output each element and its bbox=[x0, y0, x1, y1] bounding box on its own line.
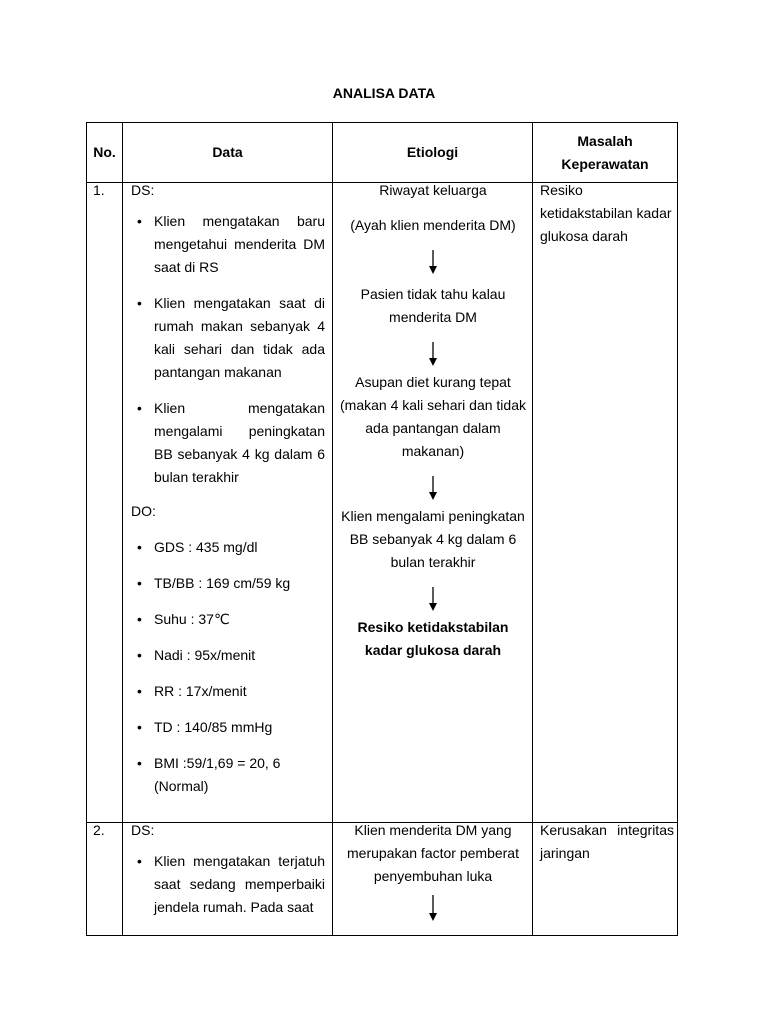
list-item-text: GDS : 435 mg/dl bbox=[154, 539, 258, 555]
bullet-icon: • bbox=[137, 755, 142, 771]
row-1-data bbox=[131, 179, 325, 798]
row-1-etiologi bbox=[337, 179, 529, 662]
bullet-icon: • bbox=[137, 539, 142, 555]
bullet-icon: • bbox=[137, 213, 142, 229]
list-item bbox=[131, 210, 325, 279]
bullet-icon: • bbox=[137, 611, 142, 627]
list-item bbox=[131, 752, 325, 798]
arrow-down-icon bbox=[427, 475, 439, 501]
list-item-text: RR : 17x/menit bbox=[154, 683, 247, 699]
etiologi-step: Pasien tidak tahu kalau menderita DM bbox=[360, 286, 506, 325]
etiologi-step: Asupan diet kurang tepat (makan 4 kali sehari dan tidak ada pantangan dalam makanan) bbox=[340, 374, 526, 459]
list-item bbox=[131, 397, 325, 489]
list-item bbox=[131, 716, 325, 739]
analysis-table bbox=[86, 122, 678, 936]
etiologi-step: Klien mengalami peningkatan BB sebanyak 4 kg dalam 6 bulan terakhir bbox=[341, 508, 525, 570]
column-divider bbox=[122, 123, 123, 935]
column-divider bbox=[332, 123, 333, 935]
row-2-etiologi bbox=[337, 819, 529, 922]
row-2-data bbox=[131, 819, 325, 919]
list-item-text: BMI :59/1,69 = 20, 6 (Normal) bbox=[154, 755, 281, 794]
etiologi-step: Riwayat keluarga bbox=[379, 182, 487, 198]
row-2-number: 2. bbox=[93, 822, 105, 838]
list-item bbox=[131, 608, 325, 631]
list-item-text: Suhu : 37℃ bbox=[154, 611, 230, 627]
bullet-icon: • bbox=[137, 295, 142, 311]
list-item-text: Klien mengatakan terjatuh saat sedang memperbaiki jendela rumah. Pada saat bbox=[154, 853, 325, 915]
list-item bbox=[131, 536, 325, 559]
bullet-icon: • bbox=[137, 719, 142, 735]
header-etiologi: Etiologi bbox=[406, 144, 459, 160]
header-data: Data bbox=[212, 144, 243, 160]
list-item bbox=[131, 572, 325, 595]
list-item bbox=[131, 644, 325, 667]
row-1-number: 1. bbox=[93, 182, 105, 198]
do-label: DO: bbox=[131, 503, 156, 519]
list-item-text: TB/BB : 169 cm/59 kg bbox=[154, 575, 291, 591]
etiologi-step: (Ayah klien menderita DM) bbox=[350, 217, 516, 233]
etiologi-conclusion: Resiko ketidakstabilan kadar glukosa darah bbox=[357, 619, 509, 658]
list-item bbox=[131, 680, 325, 703]
bullet-icon: • bbox=[137, 647, 142, 663]
arrow-down-icon bbox=[427, 586, 439, 612]
arrow-down-icon bbox=[427, 341, 439, 367]
ds-label: DS: bbox=[131, 822, 155, 838]
column-divider bbox=[532, 123, 533, 935]
bullet-icon: • bbox=[137, 683, 142, 699]
header-no: No. bbox=[93, 144, 116, 160]
list-item-text: Nadi : 95x/menit bbox=[154, 647, 256, 663]
bullet-icon: • bbox=[137, 575, 142, 591]
bullet-icon: • bbox=[137, 853, 142, 869]
list-item-text: Klien mengatakan baru mengetahui menderita DM saat di RS bbox=[154, 213, 325, 275]
arrow-down-icon bbox=[427, 894, 439, 922]
list-item-text: Klien mengatakan mengalami peningkatan BB sebanyak 4 kg dalam 6 bulan terakhir bbox=[154, 400, 325, 485]
row-1-masalah: Resiko ketidakstabilan kadar glukosa darah bbox=[540, 182, 672, 244]
row-2-masalah: Kerusakan integritas jaringan bbox=[540, 822, 674, 861]
page-title: ANALISA DATA bbox=[332, 85, 436, 101]
bullet-icon: • bbox=[137, 400, 142, 416]
ds-label: DS: bbox=[131, 182, 155, 198]
list-item bbox=[131, 850, 325, 919]
list-item-text: TD : 140/85 mmHg bbox=[154, 719, 273, 735]
etiologi-step: Klien menderita DM yang merupakan factor pemberat penyembuhan luka bbox=[347, 822, 519, 884]
list-item bbox=[131, 292, 325, 384]
list-item-text: Klien mengatakan saat di rumah makan sebanyak 4 kali sehari dan tidak ada pantangan makanan bbox=[154, 295, 325, 380]
header-masalah: Masalah Keperawatan bbox=[561, 132, 649, 172]
arrow-down-icon bbox=[427, 249, 439, 275]
